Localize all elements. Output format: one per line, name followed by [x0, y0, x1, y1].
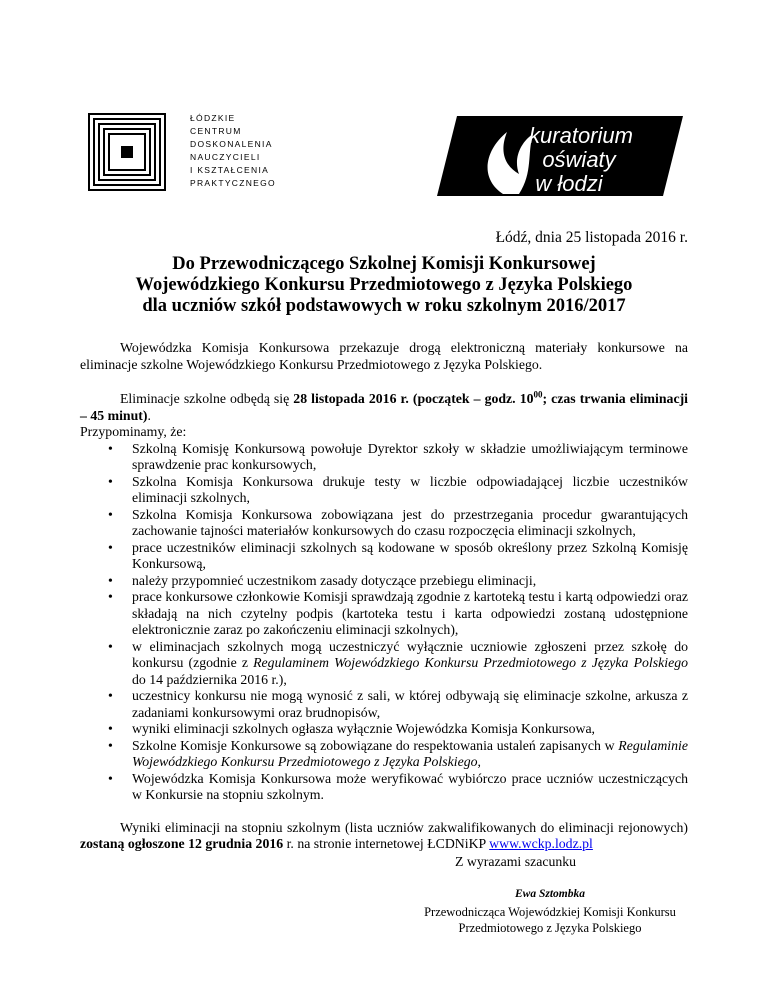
list-item: • Wojewódzka Komisja Konkursowa może weryfikować wybiórczo prace uczniów uczestniczących w Konkursie na stopniu szkolnym.	[80, 771, 688, 804]
list-item: • Szkolną Komisję Konkursową powołuje Dyrektor szkoły w składzie umożliwiającym terminowe sprawdzenie prac konkursowych,	[80, 441, 688, 474]
list-item-text: do 14 października 2016 r.),	[132, 671, 287, 687]
list-item: • prace uczestników eliminacji szkolnych są kodowane w sposób określony przez Szkolną Komisję Konkursową,	[80, 540, 688, 573]
lcdnikp-line: DOSKONALENIA	[190, 139, 273, 149]
list-item-text: w eliminacjach szkolnych mogą uczestniczyć wyłącznie uczniowie zgłoszeni przez szkołę do konkursu (zgodnie z	[132, 638, 688, 670]
list-item: • wyniki eliminacji szkolnych ogłasza wyłącznie Wojewódzka Komisja Konkursowa,	[80, 721, 688, 738]
kuratorium-line: kuratorium	[529, 123, 633, 148]
letter-title	[80, 254, 688, 317]
results-text: r. na stronie internetowej ŁCDNiKP	[283, 836, 490, 851]
lcdnikp-line: CENTRUM	[190, 126, 242, 136]
intro-paragraph: Wojewódzka Komisja Konkursowa przekazuje drogą elektroniczną materiały konkursowe na eliminacje szkolne Wojewódzkiego Konkursu Przedmiotowego z Języka Polskiego.	[80, 340, 688, 372]
lcdnikp-logo	[88, 113, 166, 191]
kuratorium-line: oświaty	[542, 147, 616, 172]
list-item: • Szkolna Komisja Konkursowa zobowiązana jest do przestrzegania procedur gwarantujących zachowanie tajności materiałów konkursowych do czasu rozpoczęcia eliminacji szkolnych,	[80, 507, 688, 540]
signature-role-line: Przewodnicząca Wojewódzkiej Komisji Konkursu	[424, 905, 676, 919]
elimination-paragraph	[80, 391, 688, 424]
rules-list	[80, 441, 688, 804]
closing-phrase: Z wyrazami szacunku	[455, 854, 577, 869]
kuratorium-logo	[433, 112, 687, 198]
list-item: • należy przypomnieć uczestnikom zasady dotyczące przebiegu eliminacji,	[80, 573, 688, 590]
regulation-title: Regulaminem Wojewódzkiego Konkursu Przedmiotowego z Języka Polskiego	[253, 655, 688, 670]
lcdnikp-line: ŁÓDZKIE	[190, 113, 236, 123]
elim-end: .	[147, 407, 151, 423]
results-paragraph	[80, 820, 688, 853]
list-item	[80, 738, 688, 771]
results-text: Wyniki eliminacji na stopniu szkolnym (lista uczniów zakwalifikowanych do eliminacji rejonowych)	[120, 819, 688, 835]
letter-body	[80, 340, 688, 853]
title-line: Do Przewodniczącego Szkolnej Komisji Konkursowej	[172, 254, 596, 274]
title-line: Wojewódzkiego Konkursu Przedmiotowego z Języka Polskiego	[135, 275, 633, 295]
list-item	[80, 639, 688, 689]
lcdnikp-line: I KSZTAŁCENIA	[190, 165, 270, 175]
signature-role	[405, 904, 695, 936]
list-item: • Szkolna Komisja Konkursowa drukuje testy w liczbie odpowiadającej liczbie uczestników eliminacji szkolnych,	[80, 474, 688, 507]
signature-name: Ewa Sztombka	[515, 888, 585, 900]
title-line: dla uczniów szkół podstawowych w roku szkolnym 2016/2017	[142, 296, 626, 316]
elim-date: 28 listopada 2016 r. (początek – godz. 10	[293, 391, 534, 406]
list-item: • prace konkursowe członkowie Komisji sprawdzają zgodnie z kartoteką testu i kartą odpowiedzi oraz składają na nich czytelny podpis (kartoteka testu i karta odpowiedzi zostaną udostępnione elektronicznie zaraz po zakończeniu eliminacji szkolnych),	[80, 589, 688, 639]
results-date: zostaną ogłoszone 12 grudnia 2016	[80, 836, 284, 851]
elim-text: Eliminacje szkolne odbędą się	[120, 391, 294, 406]
reminder-heading: Przypominamy, że:	[80, 424, 187, 439]
website-link[interactable]: www.wckp.lodz.pl	[489, 836, 593, 851]
list-item-text: ,	[477, 754, 481, 769]
elim-duration: ; czas trwania eliminacji – 45 minut)	[80, 391, 688, 423]
kuratorium-line: w łodzi	[535, 171, 603, 196]
lcdnikp-line: PRAKTYCZNEGO	[190, 178, 276, 188]
list-item: • uczestnicy konkursu nie mogą wynosić z sali, w której odbywają się eliminacje szkolne, arkusza z zadaniami konkursowymi oraz brudnopisów,	[80, 688, 688, 721]
signature-role-line: Przedmiotowego z Języka Polskiego	[458, 921, 642, 935]
lcdnikp-line: NAUCZYCIELI	[190, 152, 261, 162]
lcdnikp-name	[190, 112, 276, 190]
letter-date: Łódź, dnia 25 listopada 2016 r.	[495, 229, 688, 246]
elim-time-minutes: 00	[533, 389, 543, 400]
list-item-text: Szkolne Komisje Konkursowe są zobowiązane do respektowania ustaleń zapisanych w	[132, 737, 619, 753]
regulation-title: Regulaminie Wojewódzkiego Konkursu Przedmiotowego z Języka Polskiego	[132, 737, 688, 769]
